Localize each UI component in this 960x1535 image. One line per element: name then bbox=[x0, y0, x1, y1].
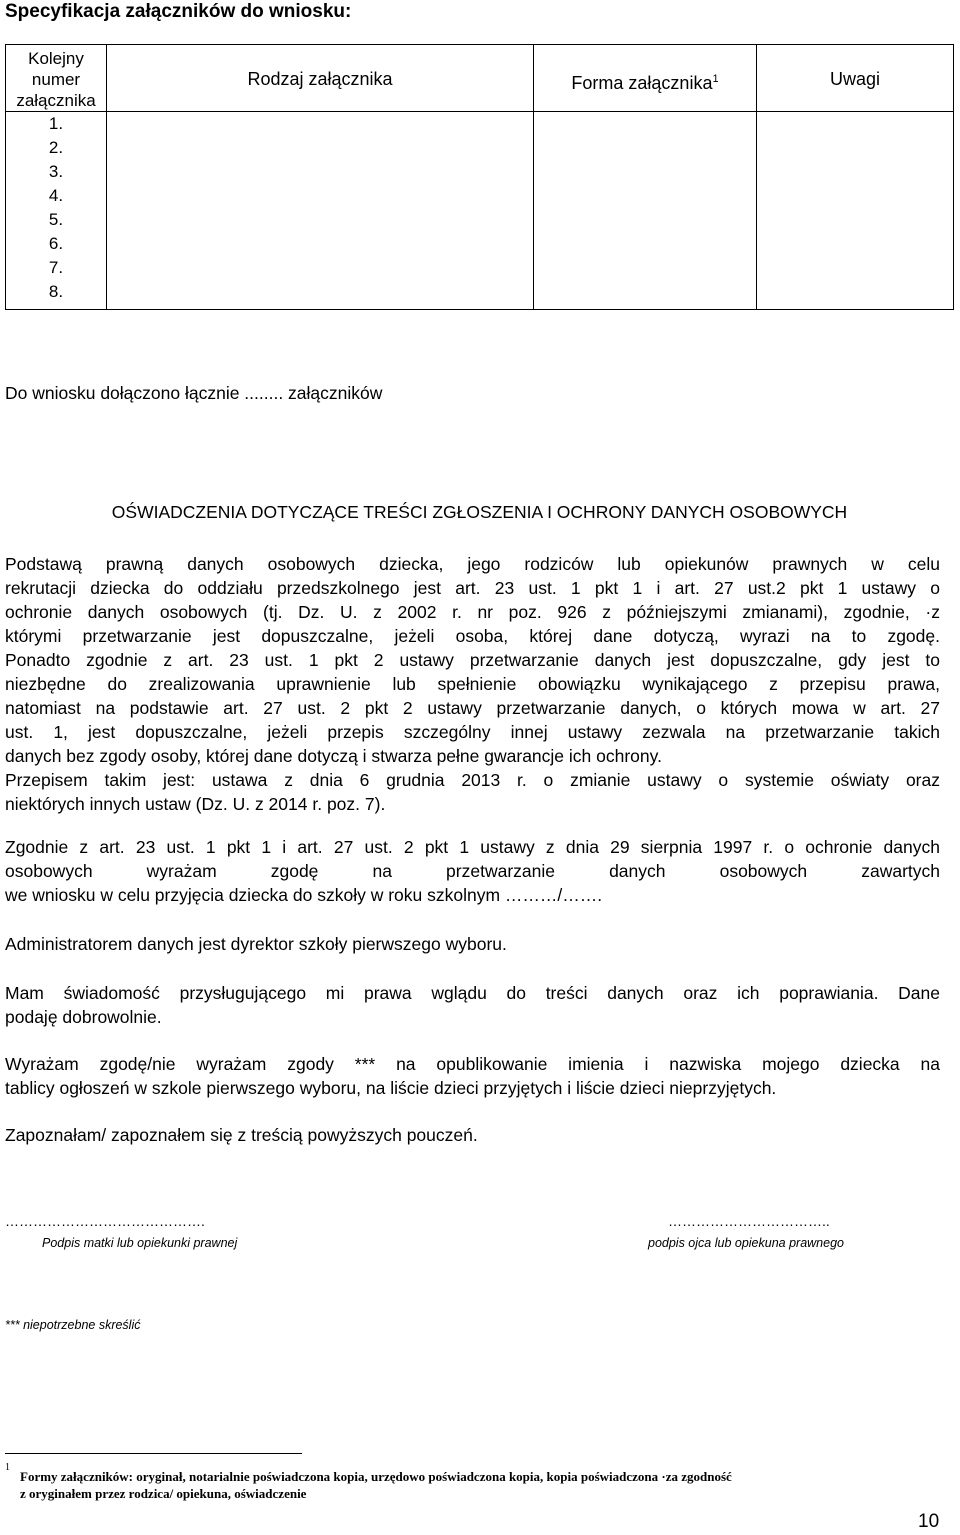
row-number: 1. bbox=[48, 114, 64, 133]
row-number: 6. bbox=[48, 234, 64, 253]
row-number: 4. bbox=[48, 186, 64, 205]
col-form-header: Forma załącznika$^1$ bbox=[534, 45, 757, 112]
acknowledgement: Zapoznałam/ zapoznałem się z treścią powyższych pouczeń. bbox=[5, 1125, 478, 1145]
col-type-header: Rodzaj załącznika bbox=[107, 45, 534, 112]
table-header-row bbox=[6, 45, 954, 112]
mother-signature-label: Podpis matki lub opiekunki prawnej bbox=[42, 1236, 238, 1250]
legal-basis-paragraph: Podstawą prawną danych osobowych dziecka, jego rodziców lub opiekunów prawnych w celu rekrutacji dziecka do oddziału przedszkolnego jest art. 23 ust. 1 pkt 1 i art. 27 ust.2 pkt 1 ustawy o ochronie danych osobowych (tj. Dz. U. z 2002 r. nr poz. 926 z późniejszymi zmianami), zgodnie, ·z którymi przetwarzanie jest dopuszczalne, jeżeli osoba, której dane dotyczą, wyrazi na to zgodę. Ponadto zgodnie z art. 23 ust. 1 pkt 2 ustawy przetwarzanie danych jest dopuszczalne, gdy jest to niezbędne do zrealizowania uprawnienie lub spełnienie obowiązku wynikającego z przepisu prawa, natomiast na podstawie art. 27 ust. 2 pkt 2 ustawy przetwarzanie danych, o których mowa w art. 27 ust. 1, jest dopuszczalne, jeżeli przepis szczególny innej ustawy zezwala na przetwarzanie takich danych bez zgody osoby, której dane dotyczą i stwarza pełne gwarancje ich ochrony. Przepisem takim jest: ustawa z dnia 6 grudnia 2013 r. o zmianie ustawy o systemie oświaty oraz niektórych innych ustaw (Dz. U. z 2014 r. poz. 7). bbox=[5, 554, 940, 814]
attached-total: Do wniosku dołączono łącznie ........ załączników bbox=[5, 383, 383, 403]
father-signature-line: …………………………….. bbox=[668, 1213, 830, 1229]
father-signature-label: podpis ojca lub opiekuna prawnego bbox=[648, 1236, 844, 1250]
mother-signature-line: ……………………………………. bbox=[5, 1213, 205, 1229]
row-number: 2. bbox=[48, 138, 64, 157]
strike-note: *** niepotrzebne skreślić bbox=[5, 1318, 141, 1332]
col-number-header: Kolejny numer załącznika bbox=[6, 45, 107, 112]
attachments-heading: Specyfikacja załączników do wniosku: bbox=[5, 1, 352, 22]
row-number: 5. bbox=[48, 210, 64, 229]
attachments-table bbox=[5, 44, 954, 310]
page-number: 10 bbox=[918, 1511, 940, 1532]
publication-consent: Wyrażam zgodę/nie wyrażam zgody *** na opublikowanie imienia i nazwiska mojego dziecka na tablicy ogłoszeń w szkole pierwszego wyboru, na liście dzieci przyjętych i liście dzieci nieprzyjętych. bbox=[5, 1054, 940, 1098]
row-number: 7. bbox=[48, 258, 64, 277]
footnote-text: Formy załączników: oryginał, notarialnie poświadczona kopia, urzędowo poświadczona kopia, kopia poświadczona ·za zgodność z oryginałem przez rodzica/ opiekuna, oświadczenie bbox=[20, 1469, 732, 1501]
row-number: 8. bbox=[48, 282, 64, 301]
section-title: OŚWIADCZENIA DOTYCZĄCE TREŚCI ZGŁOSZENIA I OCHRONY DANYCH OSOBOWYCH bbox=[111, 502, 848, 522]
awareness-statement: Mam świadomość przysługującego mi prawa wglądu do treści danych oraz ich poprawiania. Dane podaję dobrowolnie. bbox=[5, 983, 940, 1027]
col-notes-header: Uwagi bbox=[757, 45, 954, 112]
consent-paragraph: Zgodnie z art. 23 ust. 1 pkt 1 i art. 27 ust. 2 pkt 1 ustawy z dnia 29 sierpnia 1997 r. o ochronie danych osobowych wyrażam zgodę na przetwarzanie danych osobowych zawartych we wniosku w celu przyjęcia dziecka do szkoły w roku szkolnym ………/……. bbox=[5, 837, 940, 905]
administrator-statement: Administratorem danych jest dyrektor szkoły pierwszego wyboru. bbox=[5, 934, 507, 954]
row-number: 3. bbox=[48, 162, 64, 181]
footnote-divider bbox=[5, 1453, 302, 1454]
footnote-marker: 1 bbox=[5, 1462, 10, 1473]
table-row bbox=[6, 112, 954, 310]
